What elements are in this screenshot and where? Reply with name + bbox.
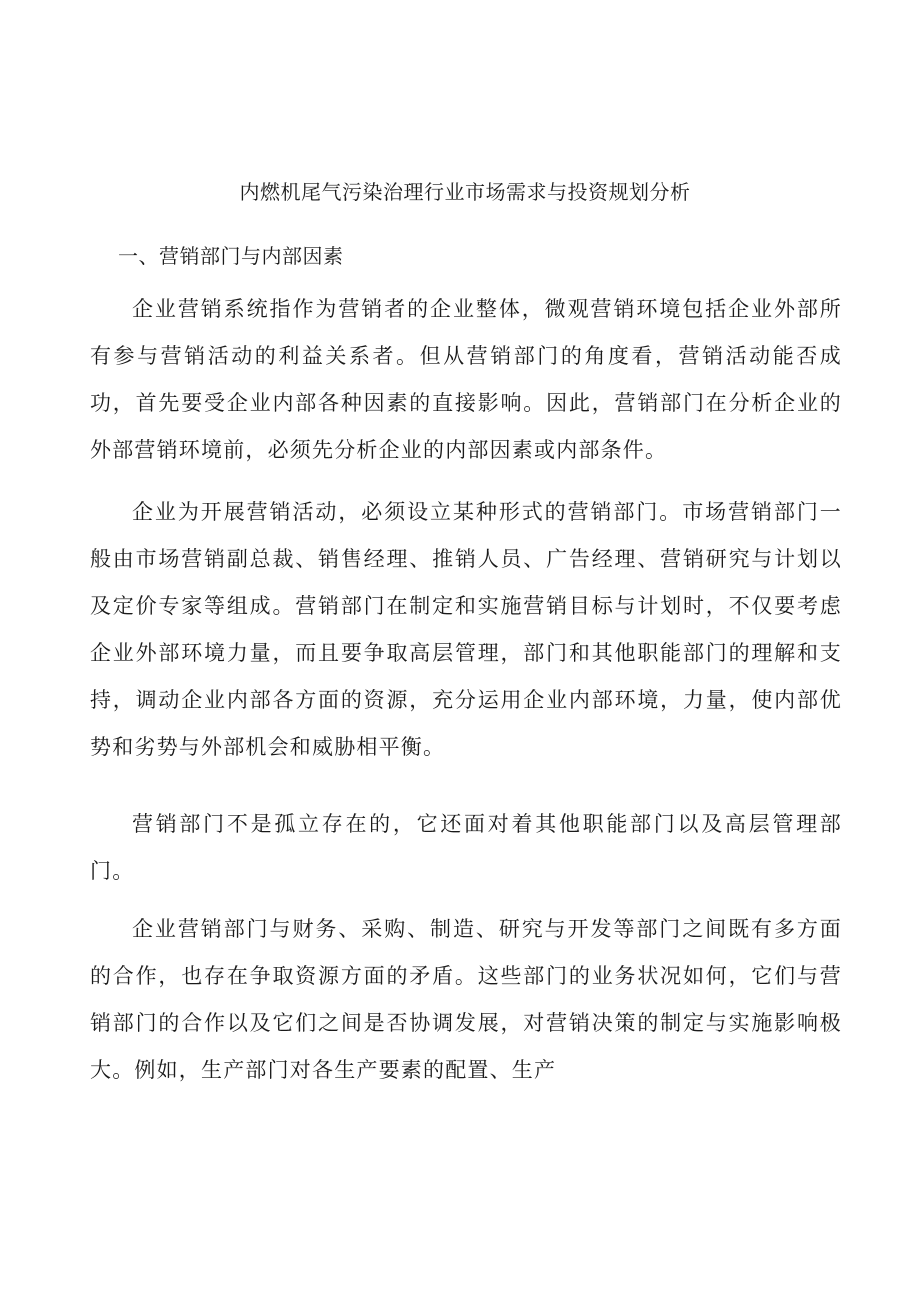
page-title: 内燃机尾气污染治理行业市场需求与投资规划分析 xyxy=(239,180,691,204)
paragraph-internal-factors: 企业营销系统指作为营销者的企业整体，微观营销环境包括企业外部所有参与营销活动的利益关系者。但从营销部门的角度看，营销活动能否成功，首先要受企业内部各种因素的直接影响。因此，营销部门在分析企业的外部营销环境前，必须先分析企业的内部因素或内部条件。 xyxy=(90,297,842,462)
paragraph-cooperation: 企业营销部门与财务、采购、制造、研究与开发等部门之间既有多方面的合作，也存在争取资源方面的矛盾。这些部门的业务状况如何，它们与营销部门的合作以及它们之间是否协调发展，对营销决策的制定与实施影响极大。例如，生产部门对各生产要素的配置、生产 xyxy=(90,917,842,1082)
section-heading: 一、营销部门与内部因素 xyxy=(118,244,344,268)
paragraph-not-isolated: 营销部门不是孤立存在的，它还面对着其他职能部门以及高层管理部门。 xyxy=(90,812,842,883)
paragraph-marketing-department: 企业为开展营销活动，必须设立某种形式的营销部门。市场营销部门一般由市场营销副总裁、销售经理、推销人员、广告经理、营销研究与计划以及定价专家等组成。营销部门在制定和实施营销目标与计划时，不仅要考虑企业外部环境力量，而且要争取高层管理，部门和其他职能部门的理解和支持，调动企业内部各方面的资源，充分运用企业内部环境，力量，使内部优势和劣势与外部机会和威胁相平衡。 xyxy=(90,500,842,759)
